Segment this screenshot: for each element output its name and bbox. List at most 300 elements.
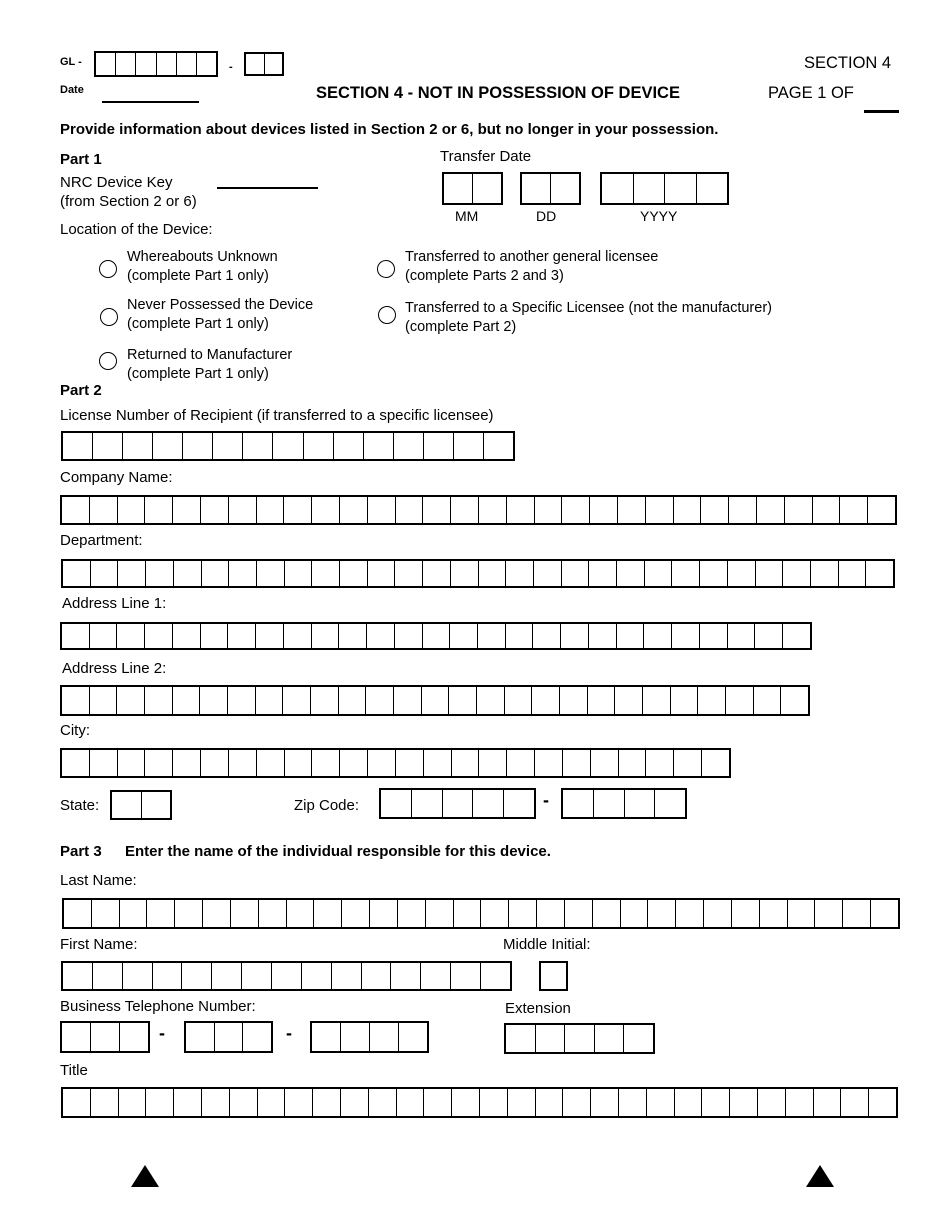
entry-cell[interactable] — [399, 1023, 427, 1051]
entry-cell[interactable] — [702, 750, 729, 776]
entry-cell[interactable] — [479, 750, 507, 776]
entry-cell[interactable] — [341, 1089, 369, 1116]
entry-cell[interactable] — [478, 624, 506, 648]
entry-cell[interactable] — [506, 561, 534, 586]
entry-cell[interactable] — [118, 750, 146, 776]
entry-cell[interactable] — [174, 1089, 202, 1116]
phone-area-code-boxes[interactable] — [60, 1021, 150, 1053]
entry-cell[interactable] — [90, 497, 118, 523]
entry-cell[interactable] — [136, 53, 156, 75]
entry-cell[interactable] — [302, 963, 332, 989]
entry-cell[interactable] — [332, 963, 362, 989]
entry-cell[interactable] — [119, 1089, 147, 1116]
device-key-line[interactable] — [217, 187, 318, 189]
entry-cell[interactable] — [451, 497, 479, 523]
entry-cell[interactable] — [589, 624, 617, 648]
entry-cell[interactable] — [655, 790, 685, 817]
entry-cell[interactable] — [444, 174, 473, 203]
entry-cell[interactable] — [560, 687, 588, 714]
entry-cell[interactable] — [256, 624, 284, 648]
entry-cell[interactable] — [246, 54, 265, 74]
entry-cell[interactable] — [755, 624, 783, 648]
entry-cell[interactable] — [634, 174, 666, 203]
entry-cell[interactable] — [643, 687, 671, 714]
entry-cell[interactable] — [367, 624, 395, 648]
entry-cell[interactable] — [145, 624, 173, 648]
entry-cell[interactable] — [145, 497, 173, 523]
entry-cell[interactable] — [368, 750, 396, 776]
entry-cell[interactable] — [533, 624, 561, 648]
entry-cell[interactable] — [785, 497, 813, 523]
entry-cell[interactable] — [394, 433, 424, 459]
entry-cell[interactable] — [285, 750, 313, 776]
entry-cell[interactable] — [283, 687, 311, 714]
entry-cell[interactable] — [535, 750, 563, 776]
entry-cell[interactable] — [588, 687, 616, 714]
entry-cell[interactable] — [258, 1089, 286, 1116]
entry-cell[interactable] — [452, 750, 480, 776]
entry-cell[interactable] — [786, 1089, 814, 1116]
entry-cell[interactable] — [202, 1089, 230, 1116]
entry-cell[interactable] — [259, 900, 287, 927]
entry-cell[interactable] — [273, 433, 303, 459]
entry-cell[interactable] — [505, 687, 533, 714]
entry-cell[interactable] — [91, 1023, 120, 1051]
entry-cell[interactable] — [757, 497, 785, 523]
entry-cell[interactable] — [284, 624, 312, 648]
city-boxes[interactable] — [60, 748, 731, 778]
entry-cell[interactable] — [675, 1089, 703, 1116]
entry-cell[interactable] — [421, 963, 451, 989]
entry-cell[interactable] — [726, 687, 754, 714]
entry-cell[interactable] — [756, 561, 784, 586]
entry-cell[interactable] — [645, 561, 673, 586]
entry-cell[interactable] — [123, 963, 153, 989]
entry-cell[interactable] — [257, 497, 285, 523]
entry-cell[interactable] — [242, 963, 272, 989]
entry-cell[interactable] — [203, 900, 231, 927]
entry-cell[interactable] — [481, 900, 509, 927]
entry-cell[interactable] — [120, 1023, 148, 1051]
last-name-boxes[interactable] — [62, 898, 900, 929]
entry-cell[interactable] — [532, 687, 560, 714]
entry-cell[interactable] — [451, 561, 479, 586]
entry-cell[interactable] — [454, 433, 484, 459]
entry-cell[interactable] — [229, 497, 257, 523]
entry-cell[interactable] — [215, 1023, 244, 1051]
entry-cell[interactable] — [93, 433, 123, 459]
entry-cell[interactable] — [618, 497, 646, 523]
entry-cell[interactable] — [814, 1089, 842, 1116]
entry-cell[interactable] — [624, 1025, 653, 1052]
entry-cell[interactable] — [272, 963, 302, 989]
entry-cell[interactable] — [173, 750, 201, 776]
entry-cell[interactable] — [312, 561, 340, 586]
entry-cell[interactable] — [732, 900, 760, 927]
entry-cell[interactable] — [423, 624, 451, 648]
transfer-year-boxes[interactable] — [600, 172, 729, 205]
entry-cell[interactable] — [340, 497, 368, 523]
entry-cell[interactable] — [370, 900, 398, 927]
entry-cell[interactable] — [117, 687, 145, 714]
entry-cell[interactable] — [646, 750, 674, 776]
entry-cell[interactable] — [449, 687, 477, 714]
entry-cell[interactable] — [96, 53, 116, 75]
entry-cell[interactable] — [506, 1025, 536, 1052]
entry-cell[interactable] — [454, 900, 482, 927]
entry-cell[interactable] — [841, 1089, 869, 1116]
entry-cell[interactable] — [602, 174, 634, 203]
entry-cell[interactable] — [173, 687, 201, 714]
entry-cell[interactable] — [843, 900, 871, 927]
entry-cell[interactable] — [92, 900, 120, 927]
entry-cell[interactable] — [728, 624, 756, 648]
radio-whereabouts-unknown[interactable] — [99, 260, 117, 278]
entry-cell[interactable] — [231, 900, 259, 927]
entry-cell[interactable] — [424, 1089, 452, 1116]
entry-cell[interactable] — [312, 1023, 341, 1051]
entry-cell[interactable] — [397, 1089, 425, 1116]
entry-cell[interactable] — [477, 687, 505, 714]
entry-cell[interactable] — [213, 433, 243, 459]
entry-cell[interactable] — [62, 624, 90, 648]
entry-cell[interactable] — [551, 174, 579, 203]
entry-cell[interactable] — [788, 900, 816, 927]
entry-cell[interactable] — [90, 750, 118, 776]
entry-cell[interactable] — [314, 900, 342, 927]
entry-cell[interactable] — [562, 561, 590, 586]
entry-cell[interactable] — [479, 561, 507, 586]
entry-cell[interactable] — [63, 433, 93, 459]
entry-cell[interactable] — [625, 790, 656, 817]
entry-cell[interactable] — [62, 750, 90, 776]
entry-cell[interactable] — [473, 790, 504, 817]
entry-cell[interactable] — [228, 687, 256, 714]
entry-cell[interactable] — [312, 624, 340, 648]
transfer-month-boxes[interactable] — [442, 172, 503, 205]
entry-cell[interactable] — [118, 497, 146, 523]
entry-cell[interactable] — [665, 174, 697, 203]
entry-cell[interactable] — [398, 900, 426, 927]
entry-cell[interactable] — [201, 624, 229, 648]
entry-cell[interactable] — [563, 790, 594, 817]
entry-cell[interactable] — [504, 790, 534, 817]
entry-cell[interactable] — [62, 497, 90, 523]
address-line1-boxes[interactable] — [60, 622, 812, 650]
entry-cell[interactable] — [536, 1025, 566, 1052]
license-number-boxes[interactable] — [61, 431, 515, 461]
entry-cell[interactable] — [146, 1089, 174, 1116]
entry-cell[interactable] — [617, 561, 645, 586]
entry-cell[interactable] — [589, 561, 617, 586]
entry-cell[interactable] — [177, 53, 197, 75]
entry-cell[interactable] — [257, 561, 285, 586]
entry-cell[interactable] — [395, 624, 423, 648]
entry-cell[interactable] — [142, 792, 171, 818]
entry-cell[interactable] — [565, 1025, 595, 1052]
entry-cell[interactable] — [839, 561, 867, 586]
entry-cell[interactable] — [116, 53, 136, 75]
entry-cell[interactable] — [368, 561, 396, 586]
entry-cell[interactable] — [760, 900, 788, 927]
entry-cell[interactable] — [697, 174, 728, 203]
entry-cell[interactable] — [90, 624, 118, 648]
entry-cell[interactable] — [197, 53, 216, 75]
entry-cell[interactable] — [153, 963, 183, 989]
entry-cell[interactable] — [811, 561, 839, 586]
entry-cell[interactable] — [871, 900, 898, 927]
entry-cell[interactable] — [615, 687, 643, 714]
entry-cell[interactable] — [256, 687, 284, 714]
entry-cell[interactable] — [157, 53, 177, 75]
entry-cell[interactable] — [507, 750, 535, 776]
gl-number-boxes[interactable] — [94, 51, 218, 77]
entry-cell[interactable] — [284, 497, 312, 523]
entry-cell[interactable] — [534, 561, 562, 586]
entry-cell[interactable] — [228, 624, 256, 648]
entry-cell[interactable] — [644, 624, 672, 648]
entry-cell[interactable] — [394, 687, 422, 714]
entry-cell[interactable] — [730, 1089, 758, 1116]
entry-cell[interactable] — [423, 561, 451, 586]
entry-cell[interactable] — [783, 624, 810, 648]
entry-cell[interactable] — [118, 561, 146, 586]
entry-cell[interactable] — [619, 750, 647, 776]
entry-cell[interactable] — [369, 1089, 397, 1116]
entry-cell[interactable] — [562, 497, 590, 523]
entry-cell[interactable] — [672, 624, 700, 648]
entry-cell[interactable] — [311, 687, 339, 714]
entry-cell[interactable] — [145, 750, 173, 776]
entry-cell[interactable] — [201, 497, 229, 523]
entry-cell[interactable] — [565, 900, 593, 927]
gl-suffix-boxes[interactable] — [244, 52, 284, 76]
entry-cell[interactable] — [395, 561, 423, 586]
entry-cell[interactable] — [480, 1089, 508, 1116]
entry-cell[interactable] — [866, 561, 893, 586]
entry-cell[interactable] — [672, 561, 700, 586]
entry-cell[interactable] — [702, 1089, 730, 1116]
entry-cell[interactable] — [481, 963, 510, 989]
entry-cell[interactable] — [364, 433, 394, 459]
entry-cell[interactable] — [334, 433, 364, 459]
zip-extension-boxes[interactable] — [561, 788, 687, 819]
entry-cell[interactable] — [617, 624, 645, 648]
entry-cell[interactable] — [229, 561, 257, 586]
entry-cell[interactable] — [591, 1089, 619, 1116]
entry-cell[interactable] — [676, 900, 704, 927]
entry-cell[interactable] — [173, 624, 201, 648]
entry-cell[interactable] — [443, 790, 474, 817]
entry-cell[interactable] — [815, 900, 843, 927]
entry-cell[interactable] — [704, 900, 732, 927]
entry-cell[interactable] — [200, 687, 228, 714]
entry-cell[interactable] — [381, 790, 412, 817]
extension-boxes[interactable] — [504, 1023, 655, 1054]
entry-cell[interactable] — [674, 750, 702, 776]
entry-cell[interactable] — [91, 1089, 119, 1116]
entry-cell[interactable] — [146, 561, 174, 586]
entry-cell[interactable] — [484, 433, 513, 459]
company-name-boxes[interactable] — [60, 495, 897, 525]
address-line2-boxes[interactable] — [60, 685, 810, 716]
entry-cell[interactable] — [230, 1089, 258, 1116]
phone-prefix-boxes[interactable] — [184, 1021, 273, 1053]
entry-cell[interactable] — [145, 687, 173, 714]
radio-transferred-specific-licensee[interactable] — [378, 306, 396, 324]
entry-cell[interactable] — [473, 174, 501, 203]
entry-cell[interactable] — [362, 963, 392, 989]
entry-cell[interactable] — [754, 687, 782, 714]
entry-cell[interactable] — [342, 900, 370, 927]
entry-cell[interactable] — [506, 624, 534, 648]
entry-cell[interactable] — [123, 433, 153, 459]
entry-cell[interactable] — [90, 687, 118, 714]
entry-cell[interactable] — [671, 687, 699, 714]
entry-cell[interactable] — [424, 750, 452, 776]
radio-returned-to-manufacturer[interactable] — [99, 352, 117, 370]
entry-cell[interactable] — [868, 497, 895, 523]
entry-cell[interactable] — [91, 561, 119, 586]
entry-cell[interactable] — [62, 1023, 91, 1051]
entry-cell[interactable] — [508, 1089, 536, 1116]
entry-cell[interactable] — [117, 624, 145, 648]
entry-cell[interactable] — [313, 1089, 341, 1116]
entry-cell[interactable] — [183, 433, 213, 459]
entry-cell[interactable] — [423, 497, 451, 523]
entry-cell[interactable] — [674, 497, 702, 523]
entry-cell[interactable] — [561, 624, 589, 648]
entry-cell[interactable] — [700, 624, 728, 648]
page-count-line[interactable] — [864, 110, 899, 113]
entry-cell[interactable] — [452, 1089, 480, 1116]
entry-cell[interactable] — [229, 750, 257, 776]
entry-cell[interactable] — [595, 1025, 625, 1052]
entry-cell[interactable] — [201, 750, 229, 776]
entry-cell[interactable] — [368, 497, 396, 523]
entry-cell[interactable] — [537, 900, 565, 927]
entry-cell[interactable] — [265, 54, 283, 74]
entry-cell[interactable] — [701, 497, 729, 523]
entry-cell[interactable] — [174, 561, 202, 586]
entry-cell[interactable] — [257, 750, 285, 776]
entry-cell[interactable] — [426, 900, 454, 927]
transfer-day-boxes[interactable] — [520, 172, 581, 205]
entry-cell[interactable] — [781, 687, 808, 714]
entry-cell[interactable] — [340, 750, 368, 776]
entry-cell[interactable] — [243, 433, 273, 459]
entry-cell[interactable] — [312, 750, 340, 776]
first-name-boxes[interactable] — [61, 961, 512, 991]
entry-cell[interactable] — [391, 963, 421, 989]
entry-cell[interactable] — [522, 174, 551, 203]
entry-cell[interactable] — [590, 497, 618, 523]
entry-cell[interactable] — [202, 561, 230, 586]
department-boxes[interactable] — [61, 559, 895, 588]
entry-cell[interactable] — [63, 963, 93, 989]
entry-cell[interactable] — [312, 497, 340, 523]
title-boxes[interactable] — [61, 1087, 898, 1118]
entry-cell[interactable] — [153, 433, 183, 459]
entry-cell[interactable] — [450, 624, 478, 648]
entry-cell[interactable] — [451, 963, 481, 989]
entry-cell[interactable] — [729, 497, 757, 523]
entry-cell[interactable] — [479, 497, 507, 523]
entry-cell[interactable] — [341, 1023, 370, 1051]
entry-cell[interactable] — [212, 963, 242, 989]
entry-cell[interactable] — [366, 687, 394, 714]
entry-cell[interactable] — [287, 900, 315, 927]
entry-cell[interactable] — [507, 497, 535, 523]
entry-cell[interactable] — [536, 1089, 564, 1116]
entry-cell[interactable] — [147, 900, 175, 927]
entry-cell[interactable] — [370, 1023, 399, 1051]
entry-cell[interactable] — [509, 900, 537, 927]
entry-cell[interactable] — [593, 900, 621, 927]
entry-cell[interactable] — [173, 497, 201, 523]
entry-cell[interactable] — [758, 1089, 786, 1116]
entry-cell[interactable] — [396, 750, 424, 776]
entry-cell[interactable] — [62, 687, 90, 714]
entry-cell[interactable] — [700, 561, 728, 586]
radio-transferred-general-licensee[interactable] — [377, 260, 395, 278]
zip-code-boxes[interactable] — [379, 788, 536, 819]
entry-cell[interactable] — [340, 561, 368, 586]
entry-cell[interactable] — [621, 900, 649, 927]
middle-initial-box[interactable] — [539, 961, 568, 991]
entry-cell[interactable] — [412, 790, 443, 817]
entry-cell[interactable] — [541, 963, 566, 989]
state-boxes[interactable] — [110, 790, 172, 820]
radio-never-possessed[interactable] — [100, 308, 118, 326]
entry-cell[interactable] — [594, 790, 625, 817]
entry-cell[interactable] — [285, 1089, 313, 1116]
entry-cell[interactable] — [339, 624, 367, 648]
phone-line-boxes[interactable] — [310, 1021, 429, 1053]
entry-cell[interactable] — [698, 687, 726, 714]
entry-cell[interactable] — [648, 900, 676, 927]
entry-cell[interactable] — [728, 561, 756, 586]
entry-cell[interactable] — [339, 687, 367, 714]
entry-cell[interactable] — [840, 497, 868, 523]
entry-cell[interactable] — [243, 1023, 271, 1051]
entry-cell[interactable] — [783, 561, 811, 586]
entry-cell[interactable] — [535, 497, 563, 523]
entry-cell[interactable] — [563, 750, 591, 776]
entry-cell[interactable] — [63, 561, 91, 586]
entry-cell[interactable] — [93, 963, 123, 989]
entry-cell[interactable] — [64, 900, 92, 927]
entry-cell[interactable] — [869, 1089, 896, 1116]
entry-cell[interactable] — [175, 900, 203, 927]
entry-cell[interactable] — [112, 792, 142, 818]
entry-cell[interactable] — [563, 1089, 591, 1116]
entry-cell[interactable] — [619, 1089, 647, 1116]
entry-cell[interactable] — [396, 497, 424, 523]
entry-cell[interactable] — [285, 561, 313, 586]
entry-cell[interactable] — [813, 497, 841, 523]
entry-cell[interactable] — [591, 750, 619, 776]
date-line[interactable] — [102, 101, 199, 103]
entry-cell[interactable] — [120, 900, 148, 927]
entry-cell[interactable] — [182, 963, 212, 989]
entry-cell[interactable] — [646, 497, 674, 523]
entry-cell[interactable] — [304, 433, 334, 459]
entry-cell[interactable] — [424, 433, 454, 459]
entry-cell[interactable] — [647, 1089, 675, 1116]
entry-cell[interactable] — [63, 1089, 91, 1116]
entry-cell[interactable] — [422, 687, 450, 714]
